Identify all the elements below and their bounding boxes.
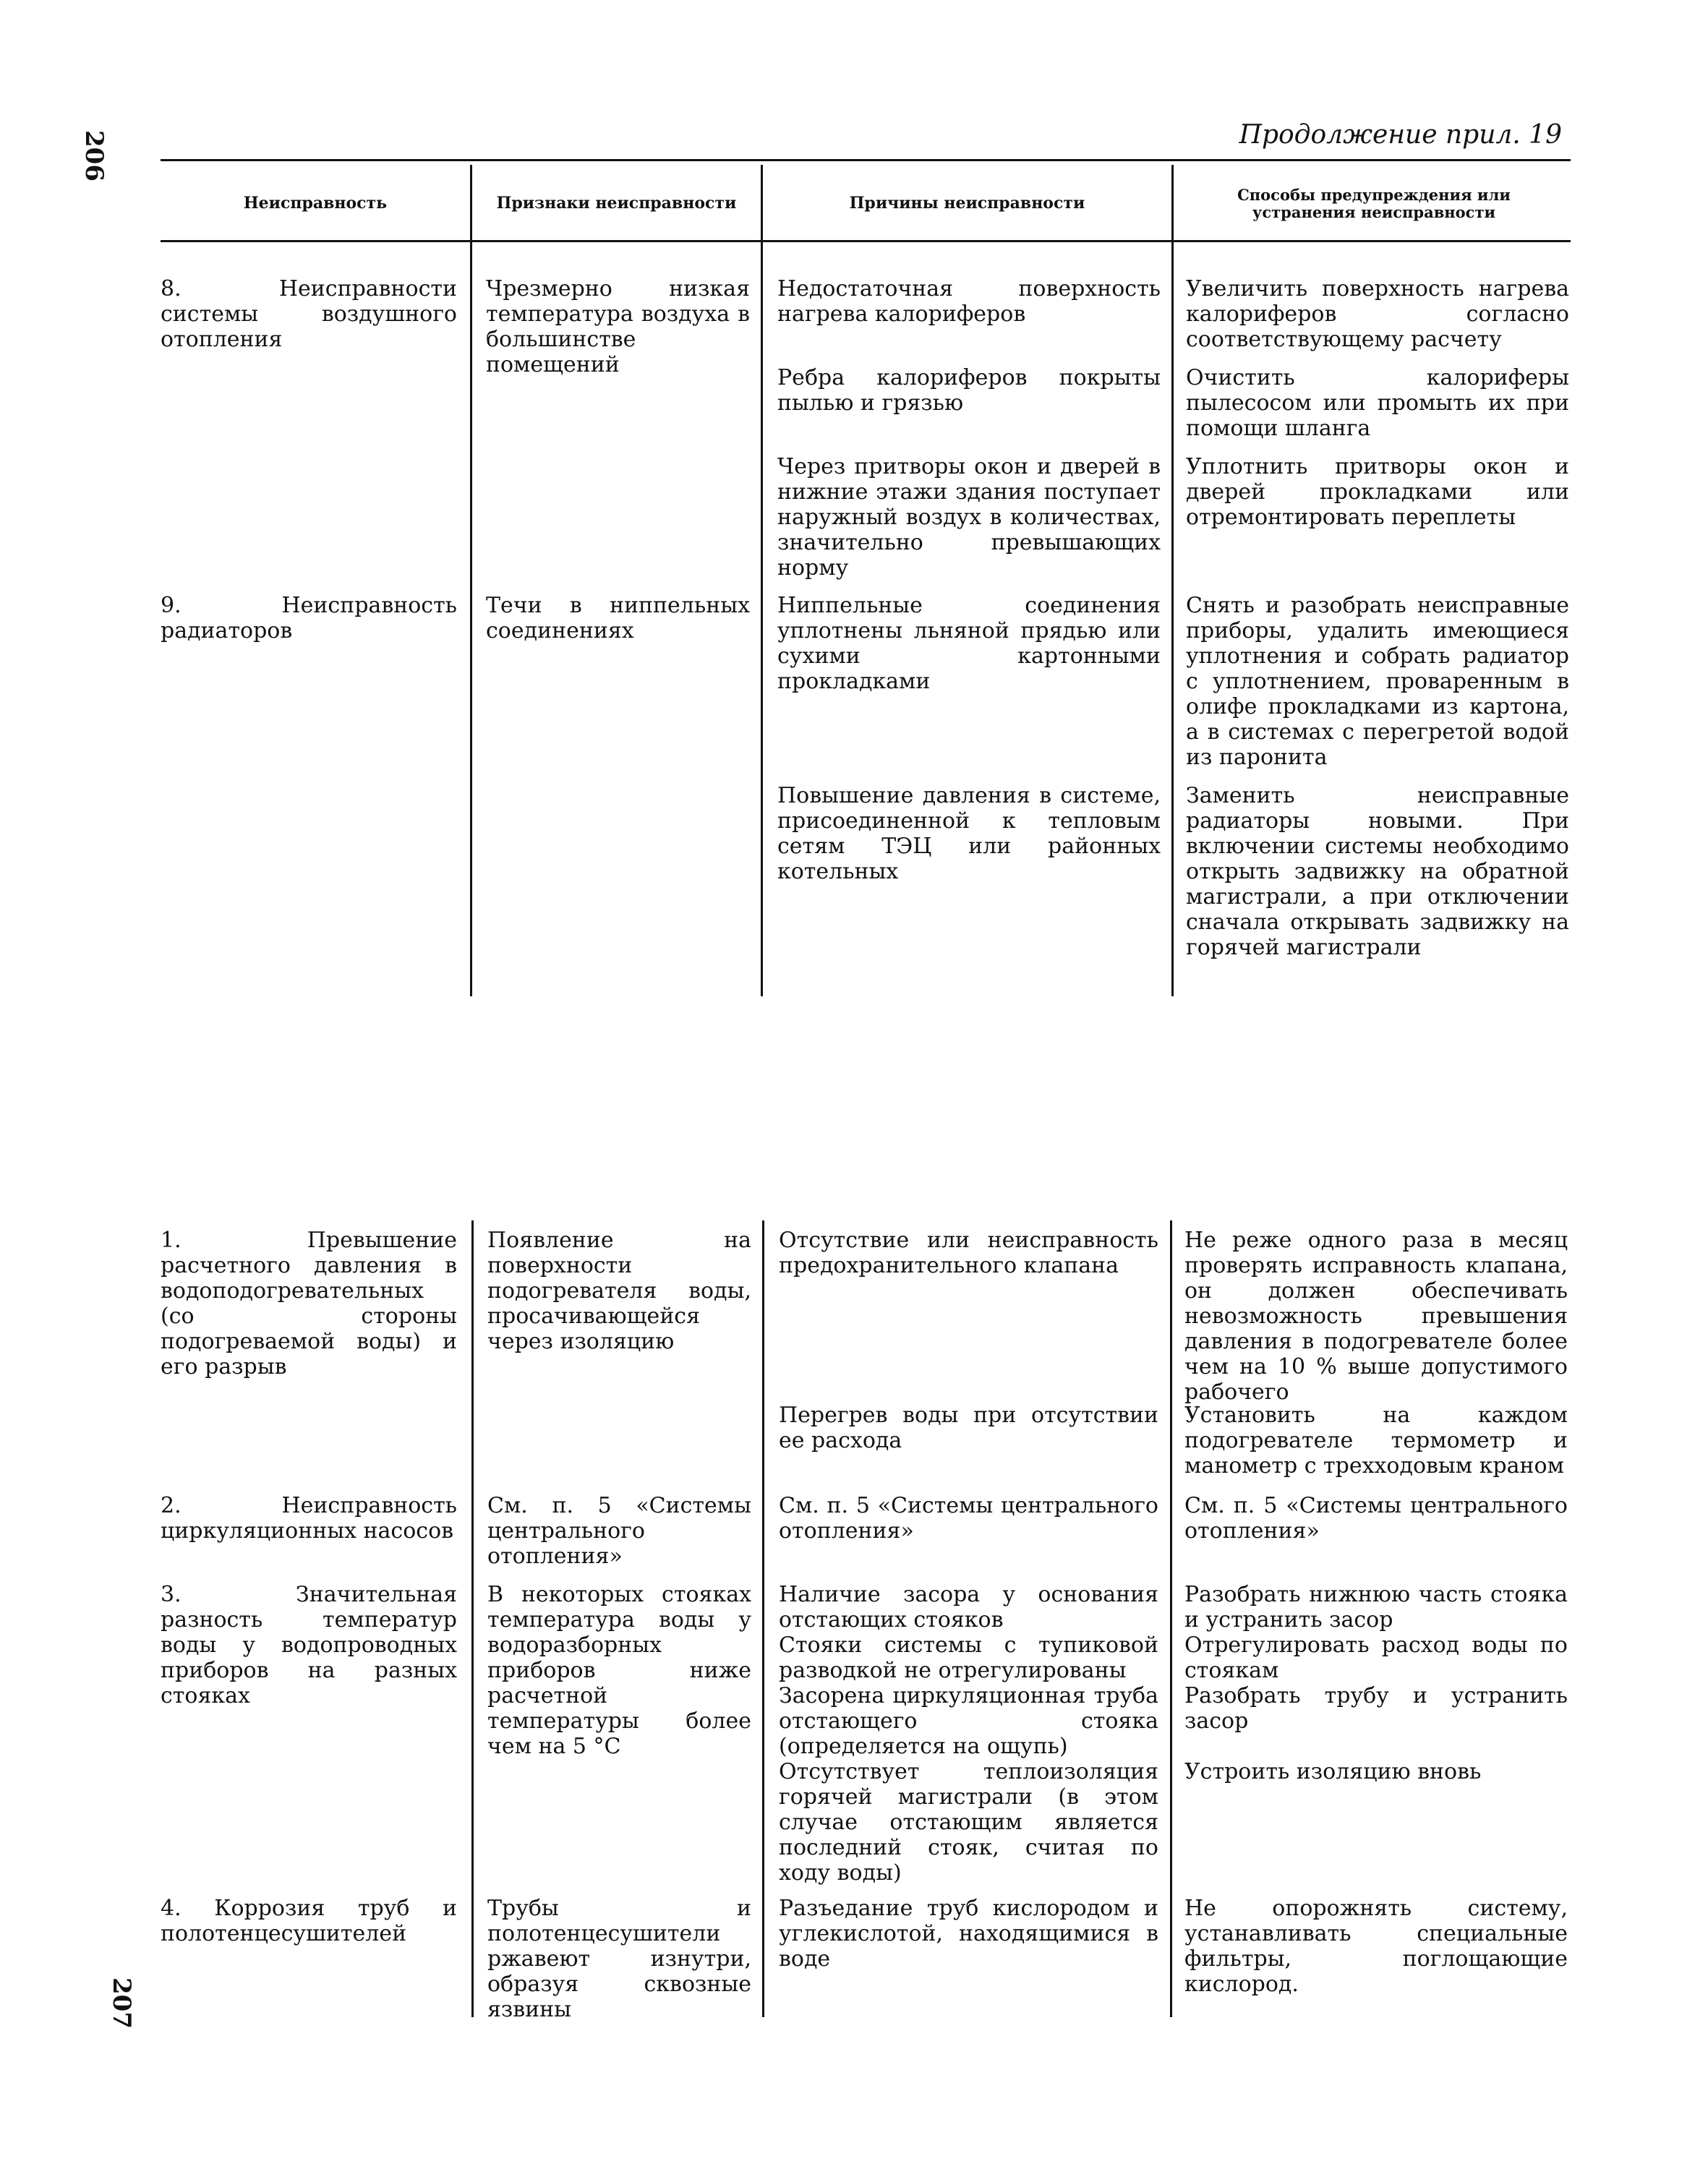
column-header-fault: Неисправность <box>243 194 388 213</box>
column-divider <box>470 165 472 996</box>
remedy-cell: Установить на каждом подогревателе термометр и манометр с трехходовым краном <box>1184 1403 1568 1479</box>
column-header-remedies: Способы предупреждения или устранения неисправности <box>1237 185 1511 221</box>
column-header-causes: Причины неисправности <box>849 194 1085 213</box>
cause-cell: Через притворы окон и дверей в нижние этажи здания поступает наружный воздух в количествах, значительно превышающих норму <box>777 454 1161 581</box>
cause-cell: Засорена циркуляционная труба отстающего стояка (определяется на ощупь) <box>779 1683 1158 1759</box>
fault-cell: 4. Коррозия труб и полотенцесушителей <box>161 1896 457 1946</box>
remedy-cell: Устроить изоляцию вновь <box>1184 1759 1482 1784</box>
remedy-cell: См. п. 5 «Системы центрального отопления» <box>1184 1493 1568 1544</box>
cause-cell: Отсутствие или неисправность предохранительного клапана <box>779 1228 1158 1278</box>
remedy-cell: Разобрать нижнюю часть стояка и устранить засор <box>1184 1582 1568 1633</box>
continuation-title: Продолжение прил. 19 <box>1239 120 1562 150</box>
cause-cell: Стояки системы с тупиковой разводкой не отрегулированы <box>779 1633 1158 1683</box>
remedy-cell: Не опорожнять систему, устанавливать специальные фильтры, поглощающие кислород. <box>1184 1896 1568 1997</box>
cause-cell: Отсутствует теплоизоляция горячей магистрали (в этом случае отстающим является последний стояк, считая по ходу воды) <box>779 1759 1158 1886</box>
cause-cell: Недостаточная поверхность нагрева калориферов <box>777 276 1161 327</box>
column-divider <box>1171 165 1174 996</box>
page-number-bottom: 207 <box>107 1977 136 2029</box>
cause-cell: Наличие засора у основания отстающих стояков <box>779 1582 1158 1633</box>
remedy-cell: Уплотнить притворы окон и дверей прокладками или отремонтировать переплеты <box>1186 454 1569 530</box>
sign-cell: Чрезмерно низкая температура воздуха в большинстве помещений <box>486 276 750 377</box>
cause-cell: Перегрев воды при отсутствии ее расхода <box>779 1403 1158 1453</box>
page-number-top: 206 <box>80 130 108 181</box>
remedy-cell: Очистить калориферы пылесосом или промыть их при помощи шланга <box>1186 365 1569 441</box>
sign-cell: Течи в ниппельных соединениях <box>486 593 750 643</box>
cause-cell: Ниппельные соединения уплотнены льняной прядью или сухими картонными прокладками <box>777 593 1161 694</box>
remedy-cell: Увеличить поверхность нагрева калориферов согласно соответствующему расчету <box>1186 276 1569 352</box>
column-divider <box>761 165 763 996</box>
fault-cell: 9. Неисправность радиаторов <box>161 593 457 643</box>
column-divider <box>471 1220 474 2017</box>
fault-cell: 3. Значительная разность температур воды у водопроводных приборов на разных стояках <box>161 1582 457 1708</box>
fault-cell: 2. Неисправность циркуляционных насосов <box>161 1493 457 1544</box>
column-divider <box>1170 1220 1172 2017</box>
sign-cell: Появление на поверхности подогревателя воды, просачивающейся через изоляцию <box>487 1228 751 1354</box>
fault-cell: 8. Неисправности системы воздушного отопления <box>161 276 457 352</box>
remedy-cell: Не реже одного раза в месяц проверять исправность клапана, он должен обеспечивать невозможность превышения давления в подогревателе более чем на 10 % выше допустимого рабочего <box>1184 1228 1568 1405</box>
remedy-cell: Заменить неисправные радиаторы новыми. При включении системы необходимо открыть задвижку на обратной магистрали, а при отключении сначала открывать задвижку на горячей магистрали <box>1186 783 1569 960</box>
column-header-signs: Признаки неисправности <box>496 194 737 213</box>
remedy-cell: Отрегулировать расход воды по стоякам <box>1184 1633 1568 1683</box>
cause-cell: См. п. 5 «Системы центрального отопления» <box>779 1493 1158 1544</box>
cause-cell: Разъедание труб кислородом и углекислотой, находящимися в воде <box>779 1896 1158 1972</box>
column-divider <box>762 1220 764 2017</box>
remedy-cell: Снять и разобрать неисправные приборы, удалить имеющиеся уплотнения и собрать радиатор с уплотнением, проваренным в олифе прокладками из картона, а в системах с перегретой водой из паронита <box>1186 593 1569 770</box>
sign-cell: См. п. 5 «Системы центрального отопления» <box>487 1493 751 1569</box>
header-bottom-rule <box>161 240 1571 242</box>
fault-cell: 1. Превышение расчетного давления в водоподогревательных (со стороны подогреваемой воды) и его разрыв <box>161 1228 457 1379</box>
sign-cell: В некоторых стояках температура воды у водоразборных приборов ниже расчетной температуры более чем на 5 °С <box>487 1582 751 1759</box>
header-top-rule <box>161 159 1571 161</box>
sign-cell: Трубы и полотенцесушители ржавеют изнутри, образуя сквозные язвины <box>487 1896 751 2022</box>
cause-cell: Ребра калориферов покрыты пылью и грязью <box>777 365 1161 416</box>
cause-cell: Повышение давления в системе, присоединенной к тепловым сетям ТЭЦ или районных котельных <box>777 783 1161 884</box>
remedy-cell: Разобрать трубу и устранить засор <box>1184 1683 1568 1734</box>
